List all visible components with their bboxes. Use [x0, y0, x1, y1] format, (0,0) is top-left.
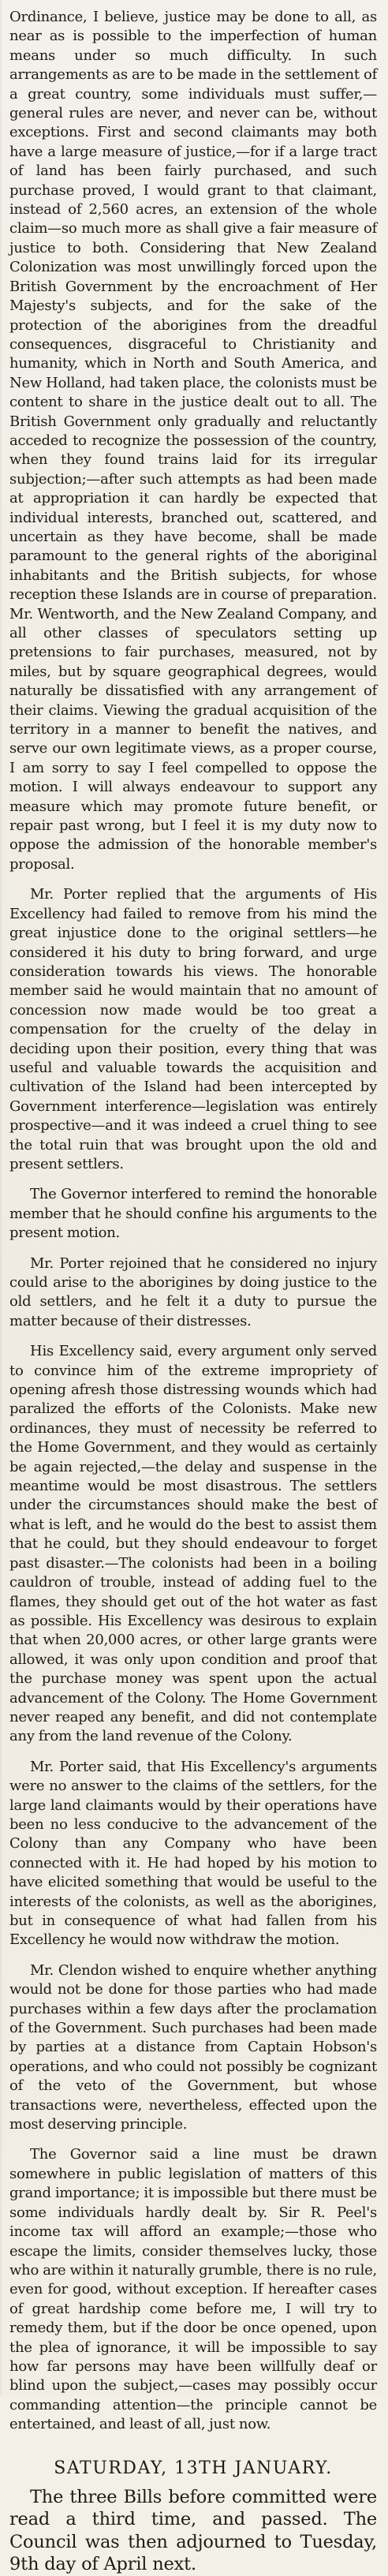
paragraph-porter-withdraws: Mr. Porter said, that His Excellency's arguments were no answer to the claims of the settlers, for the large land claimants would by their operations have been no less conducive to the advancement of the Colony than any Company who have been connected with it. He had hoped by his motion to have elicited something that would be useful to the interests of the colonists, as well as the aborigines, but in consequence of what had fallen from his Excellency he would now withdraw the motion. [9, 1758, 377, 1949]
paragraph-governor-line: The Governor said a line must be drawn somewhere in public legislation of matters of this grand importance; it is impossible but there must be some individuals hardly dealt by. Sir R. Peel's income tax will afford an example;—those who escape the limits, consider themselves lucky, those who are within it naturally grumble, there is no rule, even for good, without exception. If hereafter cases of great hardship come before me, I will try to remedy them, but if the door be once opened, upon the plea of ignorance, it will be impossible to say how far persons may have been willfully deaf or blind upon the subject,—cases may possibly occur commanding attention—the principle cannot be entertained, and least of all, just now. [9, 2146, 377, 2433]
paragraph-governor-interferes: The Governor interfered to remind the honorable member that he should confine his arguments to the present motion. [9, 1186, 377, 1242]
column-edge [0, 0, 2, 2396]
date-heading: SATURDAY, 13TH JANUARY. [54, 2458, 333, 2478]
paragraph-porter-rejoins: Mr. Porter rejoined that he considered no injury could arise to the aborigines by doing justice to the old settlers, and he felt it a duty to pursue the matter because of their distresses. [9, 1254, 377, 1329]
paragraph-governor-ordinance: Ordinance, I believe, justice may be done to all, as near as is possible to the imperfection of human means under so much difficulty. In such arrangements as are to be made in the settlement of a great country, some individuals must suffer,—general rules are never, and never can be, without exceptions. First and second claimants may both have a large measure of justice,—for if a large tract of land has been fairly purchased, and such purchase proved, I would grant to that claimant, instead of 2,560 acres, an extension of the whole claim—so much more as shall give a fair measure of justice to both. Considering that New Zealand Colonization was most unwillingly forced upon the British Government by the encroachment of Her Majesty's subjects, and for the sake of the protection of the aborigines from the dreadful consequences, disgraceful to Christianity and humanity, which in North and South America, and New Holland, had taken place, the colonists must be content to share in the justice dealt out to all. The British Government only gradually and reluctantly acceded to recognize the possession of the country, when they found trains laid for its irregular subjection;—after such attempts as had been made at appropriation it can hardly be expected that individual interests, branched out, scattered, and uncertain as they have become, shall be made paramount to the general rights of the aboriginal inhabitants and the British subjects, for whose reception these Islands are in course of preparation. Mr. Wentworth, and the New Zealand Company, and all other classes of speculators setting up pretensions to fair purchases, measured, not by miles, but by square geographical degrees, would naturally be dissatisfied with any arrangement of their claims. Viewing the gradual acquisition of the territory in a manner to benefit the natives, and serve our own legitimate views, as a proper course, I am sorry to say I feel compelled to oppose the motion. I will always endeavour to support any measure which may promote future benefit, or repair past wrong, but I feel it is my duty now to oppose the admission of the honorable member's proposal. [9, 9, 377, 873]
paragraph-porter-reply: Mr. Porter replied that the arguments of His Excellency had failed to remove from his mind the great injustice done to the original settlers—he considered it his duty to bring forward, and urge consideration towards his views. The honorable member said he would maintain that no amount of concession now made would be too great a compensation for the cruelty of the delay in deciding upon their position, every thing that was useful and valuable towards the acquisition and cultivation of the Island had been intercepted by Government interference—legislation was entirely prospective—and it was indeed a cruel thing to see the total ruin that was brought upon the old and present settlers. [9, 886, 377, 1172]
paragraph-adjournment: The three Bills before committed were read a third time, and passed. The Council was then adjourned to Tuesday, 9th day of April next. [9, 2486, 377, 2575]
paragraph-excellency-argument: His Excellency said, every argument only served to convince him of the extreme impropriety of opening afresh those distressing wounds which had paralized the efforts of the Colonists. Make new ordinances, they must of necessity be referred to the Home Government, and they would as certainly be again rejected,—the delay and suspense in the meantime would be most disastrous. The settlers under the circumstances should make the best of what is left, and he would do the best to assist them that he could, but they should endeavour to forget past disaster.—The colonists had been in a boiling cauldron of trouble, instead of adding fuel to the flames, they should get out of the hot water as fast as possible. His Excellency was desirous to explain that when 20,000 acres, or other large grants were allowed, it was only upon condition and proof that the purchase money was spent upon the actual advancement of the Colony. The Home Government never reaped any benefit, and did not contemplate any from the land revenue of the Colony. [9, 1343, 377, 1745]
paragraph-clendon-enquiry: Mr. Clendon wished to enquire whether anything would not be done for those parties who had made purchases within a few days after the proclamation of the Government. Such purchases had been made by parties at a distance from Captain Hobson's operations, and who could not possibly be cognizant of the veto of the Government, but whose transactions were, nevertheless, effected upon the most deserving principle. [9, 1961, 377, 2133]
